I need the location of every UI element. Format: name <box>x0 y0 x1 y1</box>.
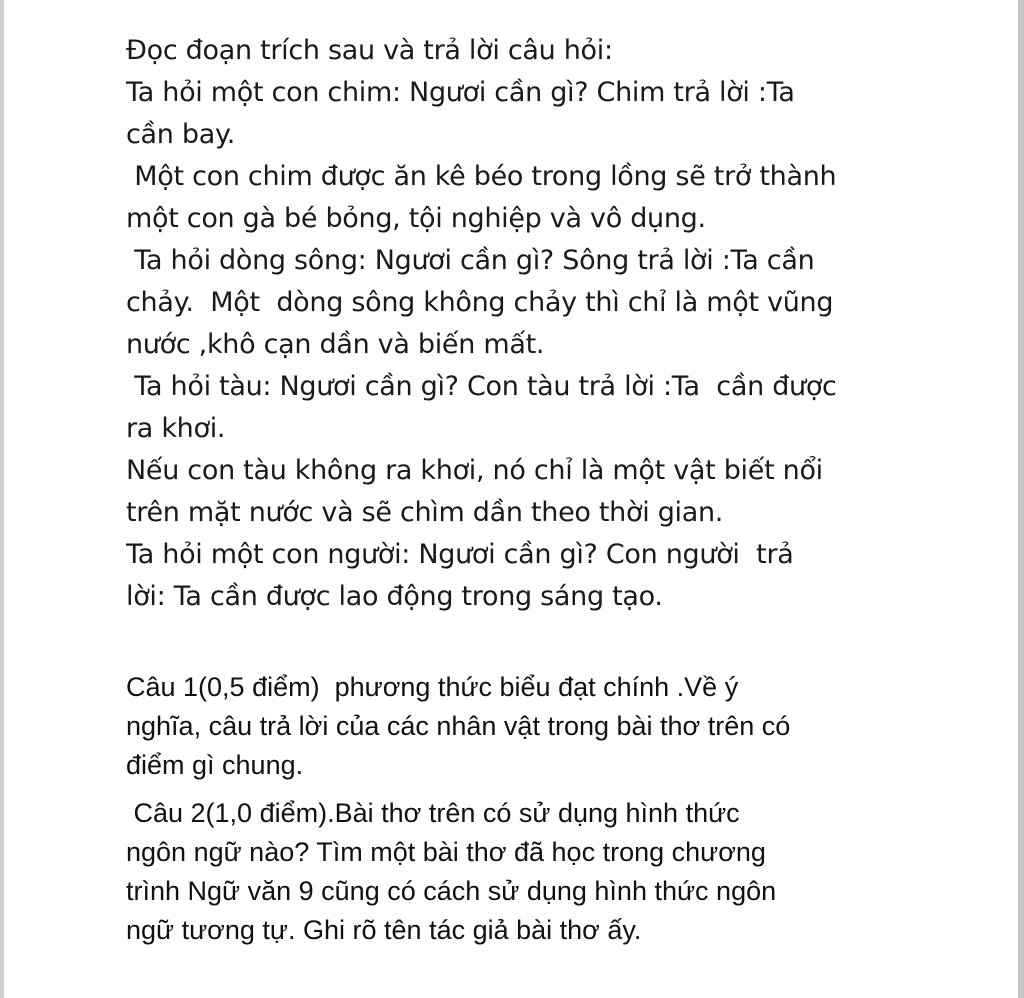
passage-line: Ta hỏi tàu: Ngươi cần gì? Con tàu trả lời :Ta cần được <box>126 371 837 402</box>
passage-line: Một con chim được ăn kê béo trong lồng sẽ trở thành <box>126 161 837 192</box>
question-2-line: Câu 2(1,0 điểm).Bài thơ trên có sử dụng hình thức <box>126 798 740 828</box>
question-2-line: trình Ngữ văn 9 cũng có cách sử dụng hình thức ngôn <box>126 876 777 906</box>
passage-line: Đọc đoạn trích sau và trả lời câu hỏi: <box>126 35 613 66</box>
passage-line: Nếu con tàu không ra khơi, nó chỉ là một vật biết nổi <box>126 455 823 486</box>
reading-passage <box>126 30 916 618</box>
passage-line: ra khơi. <box>126 413 226 444</box>
passage-line: lời: Ta cần được lao động trong sáng tạo. <box>126 581 663 612</box>
passage-line: cần bay. <box>126 119 236 150</box>
passage-line: chảy. Một dòng sông không chảy thì chỉ là một vũng <box>126 287 834 318</box>
page-edge-right <box>1018 0 1024 998</box>
passage-line: nước ,khô cạn dần và biến mất. <box>126 329 545 360</box>
question-2 <box>126 794 916 950</box>
question-1-line: điểm gì chung. <box>126 750 304 780</box>
question-section <box>126 668 916 950</box>
question-2-line: ngữ tương tự. Ghi rõ tên tác giả bài thơ ấy. <box>126 915 642 945</box>
passage-line: Ta hỏi một con người: Ngươi cần gì? Con người trả <box>126 539 794 570</box>
passage-line: một con gà bé bỏng, tội nghiệp và vô dụng. <box>126 203 706 234</box>
question-2-line: ngôn ngữ nào? Tìm một bài thơ đã học trong chương <box>126 837 766 867</box>
passage-line: trên mặt nước và sẽ chìm dần theo thời gian. <box>126 497 724 528</box>
question-1 <box>126 668 916 785</box>
question-1-line: Câu 1(0,5 điểm) phương thức biểu đạt chính .Về ý <box>126 672 739 702</box>
passage-line: Ta hỏi một con chim: Ngươi cần gì? Chim trả lời :Ta <box>126 77 795 108</box>
passage-line: Ta hỏi dòng sông: Ngươi cần gì? Sông trả lời :Ta cần <box>126 245 815 276</box>
question-spacer <box>126 785 916 794</box>
question-1-line: nghĩa, câu trả lời của các nhân vật trong bài thơ trên có <box>126 711 791 741</box>
